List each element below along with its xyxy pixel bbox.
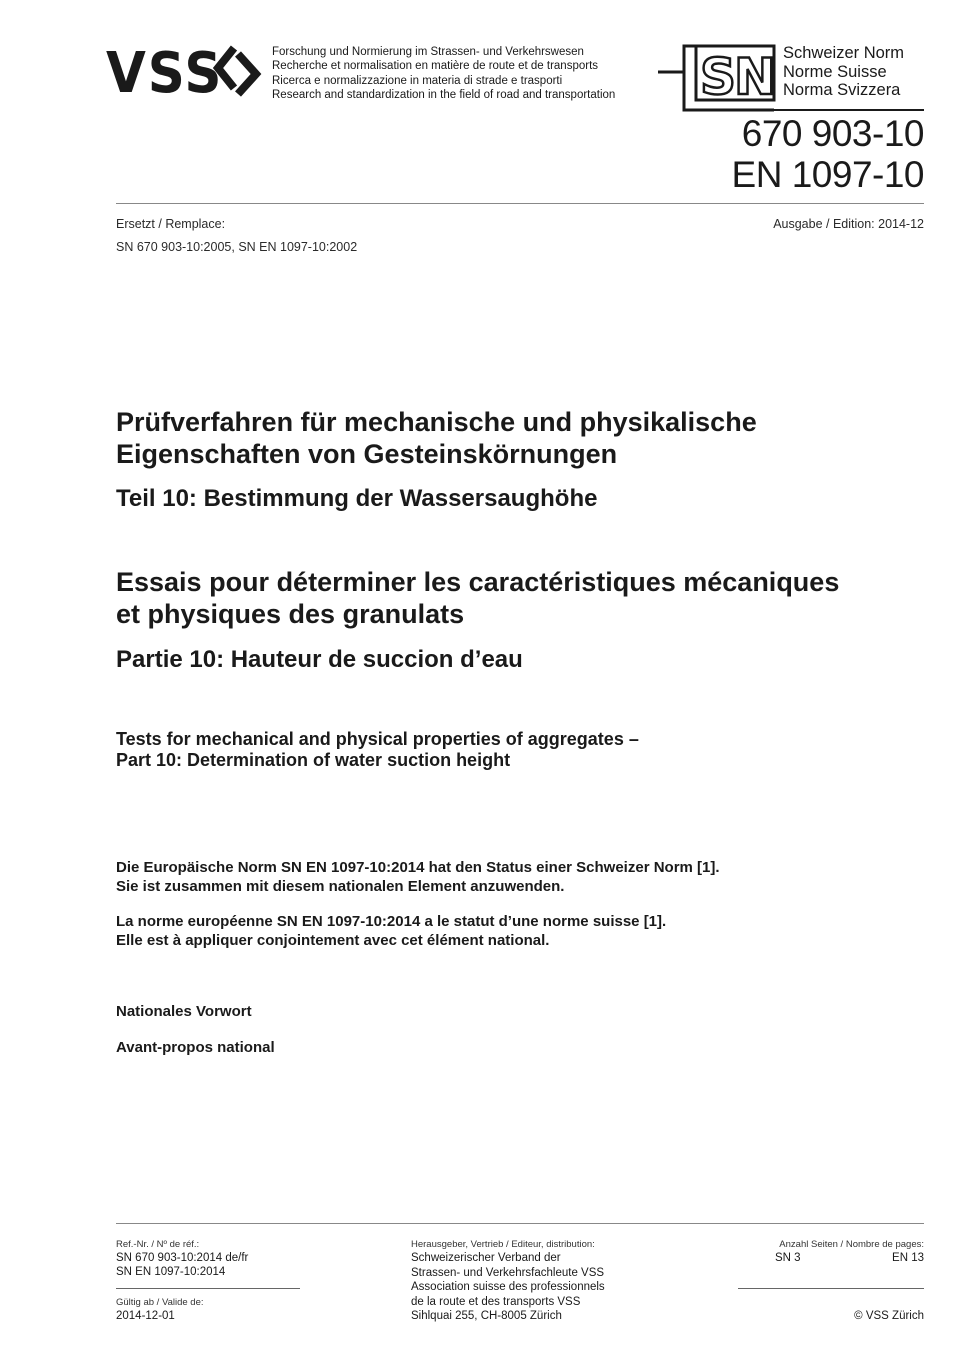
status-de-line1: Die Europäische Norm SN EN 1097-10:2014 hat den Status einer Schweizer Norm [1]. — [116, 859, 720, 876]
status-fr-line2: Elle est à appliquer conjointement avec cet élément national. — [116, 931, 550, 949]
pages-label: Anzahl Seiten / Nombre de pages: — [779, 1239, 924, 1250]
sn-name-fr: Norme Suisse — [783, 62, 887, 81]
ref-value-2: SN EN 1097-10:2014 — [116, 1266, 226, 1278]
title-en-line2: Part 10: Determination of water suction height — [116, 750, 511, 770]
publisher-line: Sihlquai 255, CH-8005 Zürich — [411, 1310, 562, 1322]
valid-label: Gültig ab / Valide de: — [116, 1297, 204, 1308]
document-number: 670 903-10 — [741, 113, 924, 154]
footer-rule-right — [738, 1288, 924, 1289]
tagline-it: Ricerca e normalizzazione in materia di strade e trasporti — [272, 74, 563, 87]
status-paragraph-fr — [116, 913, 666, 950]
status-de-line2: Sie ist zusammen mit diesem nationalen Element anzuwenden. — [116, 877, 565, 895]
publisher-label: Herausgeber, Vertrieb / Editeur, distribution: — [411, 1239, 595, 1250]
title-fr-line2: et physiques des granulats — [116, 599, 465, 629]
publisher-line: de la route et des transports VSS — [411, 1295, 581, 1308]
replaces-label: Ersetzt / Remplace: — [116, 217, 226, 231]
pages-sn: SN 3 — [775, 1252, 801, 1264]
foreword-heading-de: Nationales Vorwort — [116, 1003, 252, 1020]
status-paragraph-de — [116, 859, 720, 896]
sn-name-it: Norma Svizzera — [783, 81, 901, 99]
title-fr-line1: Essais pour déterminer les caractéristiques mécaniques — [116, 567, 840, 597]
title-de — [116, 406, 757, 470]
replaces-value: SN 670 903-10:2005, SN EN 1097-10:2002 — [116, 240, 358, 254]
tagline-fr: Recherche et normalisation en matière de route et de transports — [272, 60, 599, 73]
publisher-line: Strassen- und Verkehrsfachleute VSS — [411, 1266, 605, 1279]
svg-text:SN: SN — [700, 48, 774, 106]
header-divider — [116, 203, 924, 204]
subtitle-de: Teil 10: Bestimmung der Wassersaughöhe — [116, 485, 598, 512]
pages-en: EN 13 — [892, 1252, 924, 1264]
vss-logo — [106, 40, 266, 100]
publisher-line: Schweizerischer Verband der — [411, 1252, 561, 1264]
sn-logo — [656, 44, 776, 112]
valid-value: 2014-12-01 — [116, 1310, 175, 1322]
title-en-line1: Tests for mechanical and physical properties of aggregates – — [116, 729, 639, 749]
vss-tagline — [272, 45, 615, 103]
sn-rule — [774, 109, 924, 111]
svg-text:VSS: VSS — [106, 40, 224, 100]
tagline-en: Research and standardization in the field of road and transportation — [272, 89, 616, 102]
en-number: EN 1097-10 — [731, 154, 924, 195]
title-de-line1: Prüfverfahren für mechanische und physikalische — [116, 407, 757, 437]
title-de-line2: Eigenschaften von Gesteinskörnungen — [116, 439, 618, 469]
foreword-heading-fr: Avant-propos national — [116, 1039, 275, 1056]
ref-value-1: SN 670 903-10:2014 de/fr — [116, 1252, 249, 1264]
ref-label: Ref.-Nr. / Nº de réf.: — [116, 1239, 200, 1250]
tagline-de: Forschung und Normierung im Strassen- und Verkehrswesen — [272, 46, 584, 58]
title-fr — [116, 566, 839, 630]
footer-rule-left — [116, 1288, 300, 1289]
copyright: © VSS Zürich — [854, 1310, 924, 1322]
edition: Ausgabe / Edition: 2014-12 — [773, 217, 924, 231]
title-en — [116, 729, 639, 771]
status-fr-line1: La norme européenne SN EN 1097-10:2014 a le statut d’une norme suisse [1]. — [116, 913, 667, 930]
publisher-address — [411, 1251, 605, 1324]
publisher-line: Association suisse des professionnels — [411, 1281, 605, 1293]
footer-divider — [116, 1223, 924, 1224]
sn-name-de: Schweizer Norm — [783, 44, 905, 62]
subtitle-fr: Partie 10: Hauteur de succion d’eau — [116, 646, 523, 673]
sn-names — [783, 44, 904, 100]
